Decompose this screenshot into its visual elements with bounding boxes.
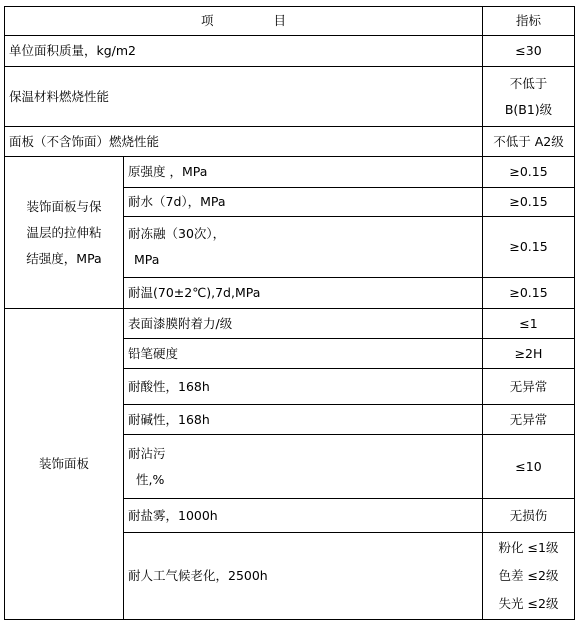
panel-item-label-line2: 性,% [136, 471, 165, 487]
panel-item-label: 耐碱性，168h [124, 405, 483, 435]
bond-item-label: 耐温(70±2℃),7d,MPa [124, 278, 483, 309]
panel-item-label: 耐酸性，168h [124, 369, 483, 405]
bond-item-label-line1: 耐冻融（30次）， [128, 226, 226, 241]
header-row [5, 7, 575, 36]
panel-item-label: 铅笔硬度 [124, 339, 483, 369]
spec-table [4, 6, 575, 620]
weathering-value-line1: 粉化 ≤1级 [498, 540, 559, 555]
bond-item-label: 原强度 ，MPa [124, 157, 483, 188]
table-row [5, 309, 575, 339]
header-item-a: 项 [200, 13, 214, 28]
panel-item-label: 耐盐雾，1000h [124, 499, 483, 533]
panel-group-label: 装饰面板 [5, 309, 124, 620]
panel-item-label-line1: 耐沾污 [128, 445, 166, 461]
panel-item-value [483, 533, 575, 620]
weathering-value-line2: 色差 ≤2级 [498, 568, 559, 583]
bond-item-value: ≥0.15 [483, 278, 575, 309]
panel-item-value: 无异常 [483, 369, 575, 405]
bond-group-label: 装饰面板与保 温层的拉伸粘 结强度，MPa [5, 157, 124, 309]
panel-item-label: 表面漆膜附着力/级 [124, 309, 483, 339]
header-index-cell: 指标 [483, 7, 575, 36]
insul-fire-label: 保温材料燃烧性能 [5, 67, 483, 127]
table-row [5, 36, 575, 67]
panel-item-value: 无损伤 [483, 499, 575, 533]
panel-item-value: ≤1 [483, 309, 575, 339]
insul-fire-value-line2: B(B1)级 [504, 101, 553, 117]
insul-fire-value [483, 67, 575, 127]
panel-item-value: ≤10 [483, 435, 575, 499]
panel-item-value: 无异常 [483, 405, 575, 435]
panel-item-value: ≥2H [483, 339, 575, 369]
bond-item-label-line2: MPa [134, 252, 160, 267]
panel-item-label [124, 435, 483, 499]
bond-item-value: ≥0.15 [483, 217, 575, 278]
panel-fire-value: 不低于 A2级 [483, 127, 575, 157]
table-row [5, 157, 575, 188]
header-item-b: 目 [273, 13, 287, 28]
panel-fire-label: 面板（不含饰面）燃烧性能 [5, 127, 483, 157]
bond-item-value: ≥0.15 [483, 157, 575, 188]
weathering-value-line3: 失光 ≤2级 [498, 596, 559, 611]
bond-item-label [124, 217, 483, 278]
panel-item-label: 耐人工气候老化，2500h [124, 533, 483, 620]
table-row [5, 127, 575, 157]
bond-item-value: ≥0.15 [483, 188, 575, 217]
table-row [5, 67, 575, 127]
insul-fire-value-line1: 不低于 [509, 75, 548, 91]
header-item-cell [5, 7, 483, 36]
areal-mass-label: 单位面积质量，kg/m2 [5, 36, 483, 67]
areal-mass-value: ≤30 [483, 36, 575, 67]
bond-item-label: 耐水（7d），MPa [124, 188, 483, 217]
